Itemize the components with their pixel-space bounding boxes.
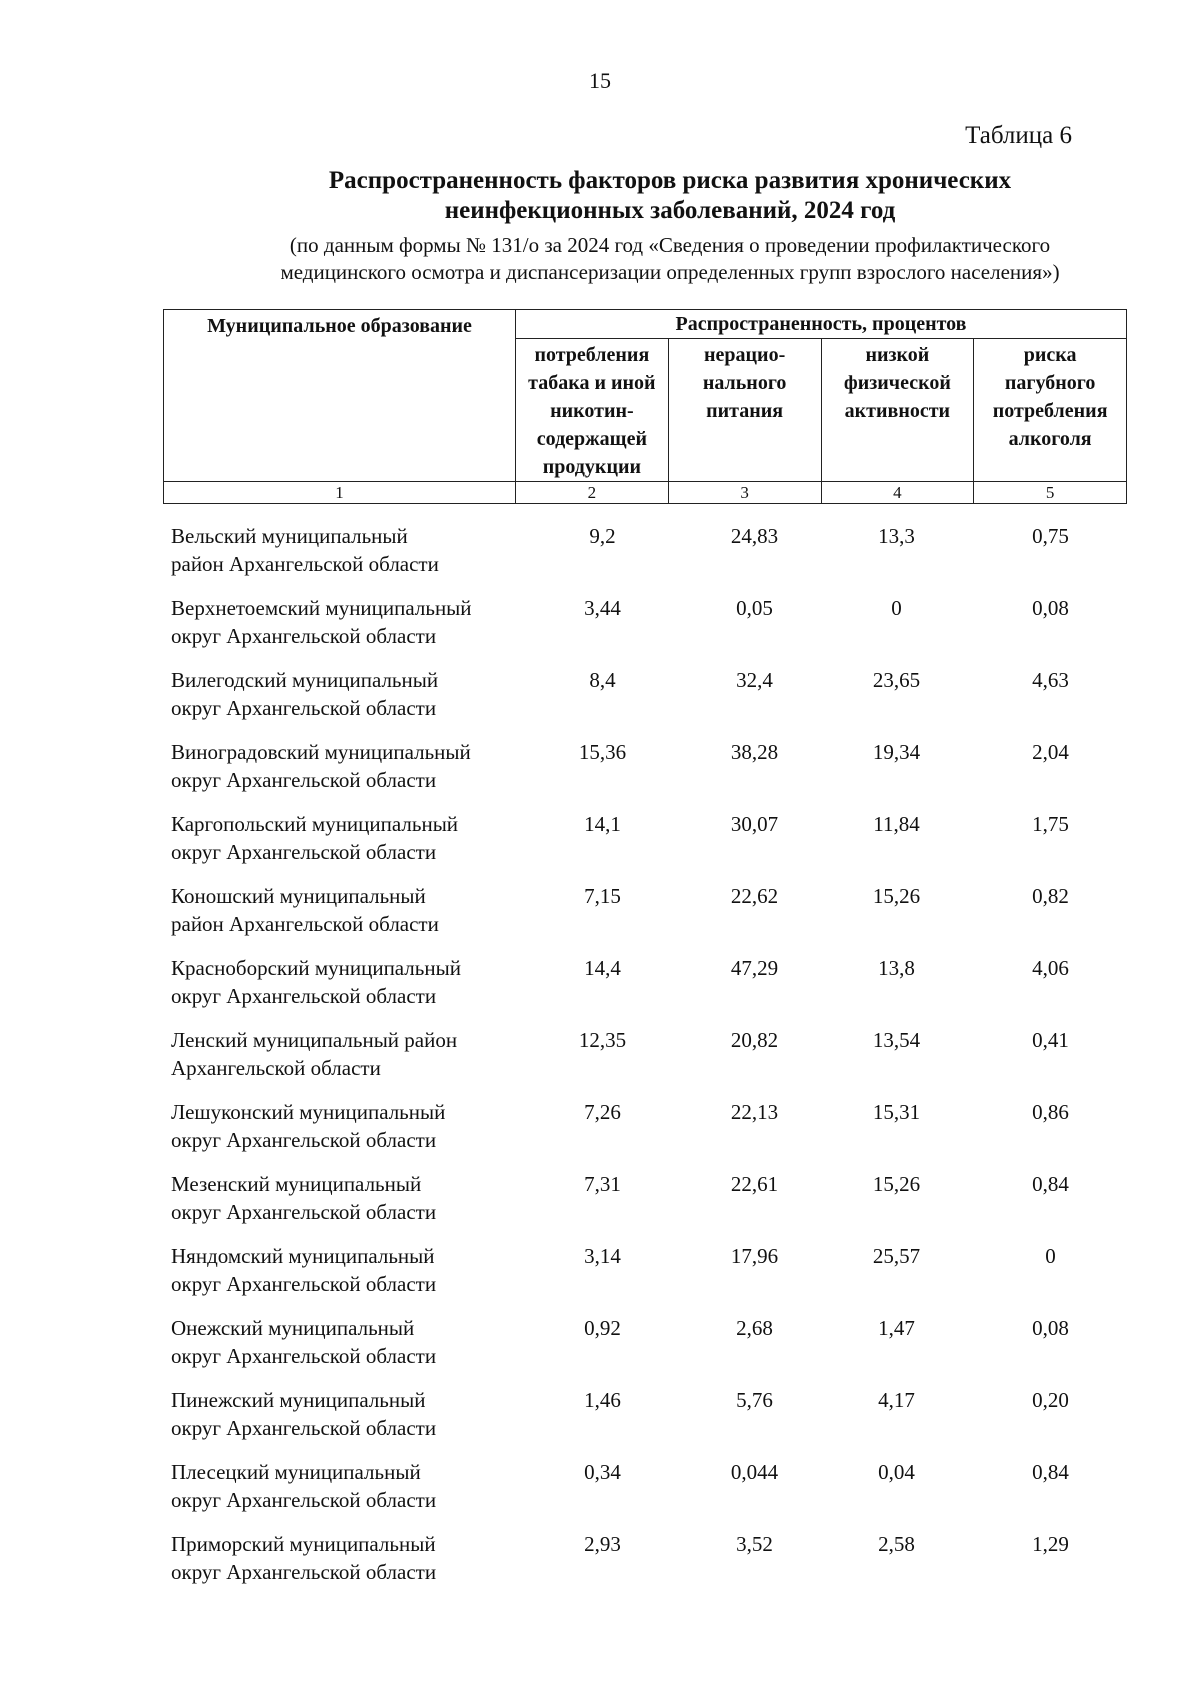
table-row — [163, 882, 1127, 954]
nutrition-value: 22,62 — [730, 884, 779, 908]
alcohol-value: 0,08 — [1032, 1316, 1069, 1340]
tobacco-value: 7,26 — [584, 1100, 621, 1124]
table-row — [163, 954, 1127, 1026]
header-line: алкоголя — [1008, 428, 1092, 450]
header-line: нального — [702, 372, 787, 394]
tobacco-value: 7,15 — [584, 884, 621, 908]
name-line: округ Архангельской области — [171, 840, 437, 864]
table-row — [163, 1314, 1127, 1386]
activity-value: 13,54 — [872, 1028, 921, 1052]
name-line: Архангельской области — [171, 1056, 381, 1080]
header-line: никотин- — [550, 400, 634, 422]
name-line: Коношский муниципальный — [171, 884, 426, 908]
nutrition-value: 0,044 — [730, 1460, 779, 1484]
name-line: округ Архангельской области — [171, 696, 437, 720]
activity-value: 0 — [891, 596, 902, 620]
title-line: неинфекционных заболеваний, 2024 год — [444, 197, 896, 224]
table-row — [163, 1386, 1127, 1458]
name-line: Ленский муниципальный район — [171, 1028, 458, 1052]
name-line: округ Архангельской области — [171, 624, 437, 648]
header-line: пагубного — [1004, 372, 1096, 394]
name-line: Онежский муниципальный — [171, 1316, 415, 1340]
nutrition-value: 0,05 — [736, 596, 773, 620]
tobacco-value: 0,92 — [584, 1316, 621, 1340]
alcohol-value: 0,86 — [1032, 1100, 1069, 1124]
tobacco-value: 0,34 — [584, 1460, 621, 1484]
column-number: 5 — [974, 482, 1127, 504]
header-line: нерацио- — [704, 344, 786, 366]
header-line: активности — [844, 400, 951, 422]
table-row — [163, 666, 1127, 738]
municipality-name — [163, 882, 515, 954]
name-line: Вилегодский муниципальный — [171, 668, 439, 692]
name-line: Виноградовский муниципальный — [171, 740, 471, 764]
alcohol-value: 0,20 — [1032, 1388, 1069, 1412]
header-line: содержащей — [536, 428, 647, 450]
name-line: округ Архангельской области — [171, 1560, 437, 1584]
tobacco-value: 15,36 — [578, 740, 627, 764]
table-subtitle — [150, 232, 1190, 286]
name-line: Мезенский муниципальный — [171, 1172, 422, 1196]
nutrition-value: 22,61 — [730, 1172, 779, 1196]
column-number: 1 — [164, 482, 516, 504]
tobacco-value: 14,1 — [584, 812, 621, 836]
name-line: округ Архангельской области — [171, 768, 437, 792]
nutrition-value: 24,83 — [730, 524, 779, 548]
activity-value: 25,57 — [872, 1244, 921, 1268]
municipality-name — [163, 1458, 515, 1530]
subtitle-line: медицинского осмотра и диспансеризации определенных групп взрослого населения») — [280, 260, 1060, 284]
nutrition-value: 32,4 — [736, 668, 773, 692]
alcohol-value: 4,06 — [1032, 956, 1069, 980]
municipality-name — [163, 1170, 515, 1242]
name-line: округ Архангельской области — [171, 1200, 437, 1224]
name-line: округ Архангельской области — [171, 1488, 437, 1512]
nutrition-value: 30,07 — [730, 812, 779, 836]
activity-value: 19,34 — [872, 740, 921, 764]
tobacco-value: 3,14 — [584, 1244, 621, 1268]
name-line: Вельский муниципальный — [171, 524, 408, 548]
tobacco-value: 2,93 — [584, 1532, 621, 1556]
nutrition-value: 38,28 — [730, 740, 779, 764]
name-line: Лешуконский муниципальный — [171, 1100, 446, 1124]
tobacco-value: 3,44 — [584, 596, 621, 620]
tobacco-value: 7,31 — [584, 1172, 621, 1196]
header-line: табака и иной — [528, 372, 656, 394]
column-number: 2 — [516, 482, 669, 504]
table-row — [163, 1098, 1127, 1170]
tobacco-value: 14,4 — [584, 956, 621, 980]
alcohol-value: 0,82 — [1032, 884, 1069, 908]
name-line: округ Архангельской области — [171, 984, 437, 1008]
alcohol-value: 0 — [1045, 1244, 1056, 1268]
activity-value: 2,58 — [878, 1532, 915, 1556]
header-line: потребления — [992, 400, 1108, 422]
name-line: округ Архангельской области — [171, 1344, 437, 1368]
activity-value: 23,65 — [872, 668, 921, 692]
municipality-name — [163, 1386, 515, 1458]
municipality-name — [163, 1098, 515, 1170]
alcohol-value: 0,84 — [1032, 1172, 1069, 1196]
municipality-name — [163, 1530, 515, 1602]
nutrition-value: 22,13 — [730, 1100, 779, 1124]
nutrition-value: 3,52 — [736, 1532, 773, 1556]
municipality-name — [163, 738, 515, 810]
header-tobacco — [516, 339, 669, 482]
table-row — [163, 1026, 1127, 1098]
name-line: округ Архангельской области — [171, 1272, 437, 1296]
name-line: округ Архангельской области — [171, 1128, 437, 1152]
tobacco-value: 1,46 — [584, 1388, 621, 1412]
alcohol-value: 4,63 — [1032, 668, 1069, 692]
table-row — [163, 810, 1127, 882]
tobacco-value: 12,35 — [578, 1028, 627, 1052]
name-line: Красноборский муниципальный — [171, 956, 461, 980]
alcohol-value: 0,08 — [1032, 596, 1069, 620]
name-line: округ Архангельской области — [171, 1416, 437, 1440]
table-row — [163, 1458, 1127, 1530]
alcohol-value: 0,75 — [1032, 524, 1069, 548]
name-line: Верхнетоемский муниципальный — [171, 596, 472, 620]
column-number: 4 — [821, 482, 974, 504]
name-line: Приморский муниципальный — [171, 1532, 436, 1556]
name-line: Пинежский муниципальный — [171, 1388, 426, 1412]
municipality-name — [163, 1026, 515, 1098]
header-nutrition — [668, 339, 821, 482]
activity-value: 13,3 — [878, 524, 915, 548]
alcohol-value: 0,84 — [1032, 1460, 1069, 1484]
alcohol-value: 0,41 — [1032, 1028, 1069, 1052]
municipality-name — [163, 594, 515, 666]
header-line: риска — [1023, 344, 1077, 366]
table-row — [163, 1170, 1127, 1242]
data-table — [163, 522, 1127, 1602]
table-row — [163, 522, 1127, 594]
name-line: Няндомский муниципальный — [171, 1244, 435, 1268]
column-number: 3 — [668, 482, 821, 504]
table-row — [163, 738, 1127, 810]
table-row — [163, 1530, 1127, 1602]
activity-value: 13,8 — [878, 956, 915, 980]
activity-value: 15,26 — [872, 884, 921, 908]
table-row — [163, 1242, 1127, 1314]
alcohol-value: 1,29 — [1032, 1532, 1069, 1556]
subtitle-line: (по данным формы № 131/о за 2024 год «Сведения о проведении профилактического — [289, 233, 1051, 257]
nutrition-value: 5,76 — [736, 1388, 773, 1412]
name-line: Плесецкий муниципальный — [171, 1460, 421, 1484]
table-row — [163, 594, 1127, 666]
header-line: низкой — [865, 344, 930, 366]
municipality-name — [163, 954, 515, 1026]
nutrition-value: 17,96 — [730, 1244, 779, 1268]
tobacco-value: 8,4 — [589, 668, 616, 692]
tobacco-value: 9,2 — [589, 524, 616, 548]
header-municipality: Муниципальное образование — [164, 310, 516, 482]
nutrition-value: 47,29 — [730, 956, 779, 980]
title-line: Распространенность факторов риска развития хронических — [328, 167, 1012, 194]
alcohol-value: 2,04 — [1032, 740, 1069, 764]
name-line: район Архангельской области — [171, 552, 439, 576]
activity-value: 0,04 — [878, 1460, 915, 1484]
activity-value: 1,47 — [878, 1316, 915, 1340]
activity-value: 4,17 — [878, 1388, 915, 1412]
header-line: физической — [843, 372, 951, 394]
activity-value: 15,26 — [872, 1172, 921, 1196]
table-header — [163, 309, 1127, 504]
activity-value: 11,84 — [873, 812, 920, 836]
municipality-name — [163, 522, 515, 594]
municipality-name — [163, 666, 515, 738]
municipality-name — [163, 1242, 515, 1314]
header-line: продукции — [542, 456, 642, 478]
table-title — [170, 166, 1170, 226]
page-number: 15 — [589, 68, 611, 93]
header-alcohol — [974, 339, 1127, 482]
name-line: район Архангельской области — [171, 912, 439, 936]
nutrition-value: 2,68 — [736, 1316, 773, 1340]
header-physical-activity — [821, 339, 974, 482]
table-label: Таблица 6 — [965, 122, 1072, 149]
municipality-name — [163, 1314, 515, 1386]
name-line: Каргопольский муниципальный — [171, 812, 459, 836]
alcohol-value: 1,75 — [1032, 812, 1069, 836]
nutrition-value: 20,82 — [730, 1028, 779, 1052]
header-line: питания — [706, 400, 784, 422]
activity-value: 15,31 — [872, 1100, 921, 1124]
municipality-name — [163, 810, 515, 882]
header-prevalence-group: Распространенность, процентов — [516, 310, 1127, 339]
header-line: потребления — [534, 344, 650, 366]
